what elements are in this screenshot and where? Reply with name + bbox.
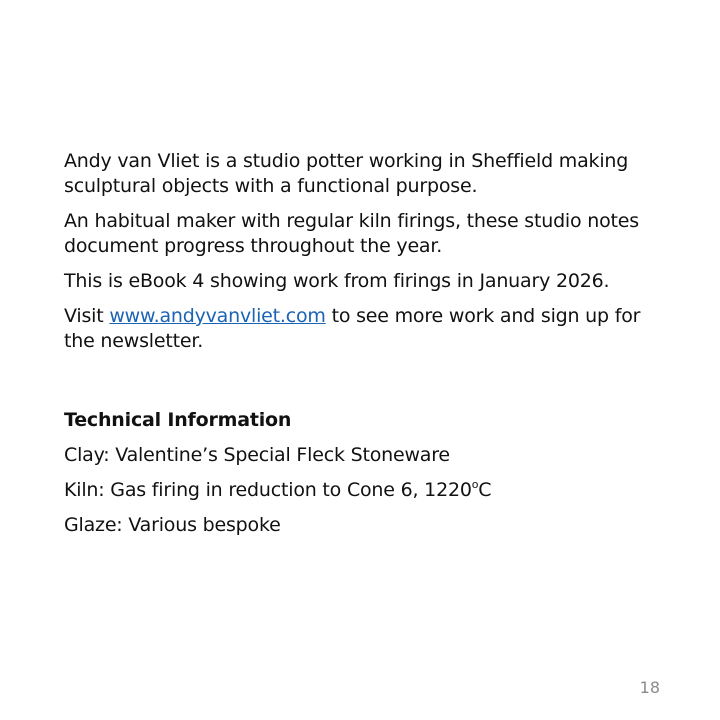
degree-symbol: o: [471, 478, 479, 491]
technical-heading: Technical Information: [64, 409, 292, 431]
intro-paragraph-1: Andy van Vliet is a studio potter working in Sheffield making sculptural objects with a functional purpose.: [64, 150, 629, 197]
section-spacer: [64, 364, 664, 408]
intro-paragraph-3: This is eBook 4 showing work from firings in January 2026.: [64, 270, 610, 292]
glaze-info: Glaze: Various bespoke: [64, 514, 281, 536]
kiln-info: [64, 478, 664, 503]
clay-info: Clay: Valentine’s Special Fleck Stoneware: [64, 444, 450, 466]
newsletter-text: to see more work and sign up for the newsletter.: [64, 305, 641, 352]
intro-paragraph-4: [64, 304, 664, 354]
visit-text: Visit: [64, 305, 110, 327]
celsius-unit: C: [478, 479, 492, 501]
page-number: 18: [639, 678, 660, 697]
website-link[interactable]: www.andyvanvliet.com: [109, 305, 326, 327]
kiln-text: Kiln: Gas firing in reduction to Cone 6, 1220: [64, 479, 472, 501]
intro-paragraph-2: An habitual maker with regular kiln firings, these studio notes document progress throughout the year.: [64, 210, 639, 257]
page-content: [64, 149, 664, 548]
